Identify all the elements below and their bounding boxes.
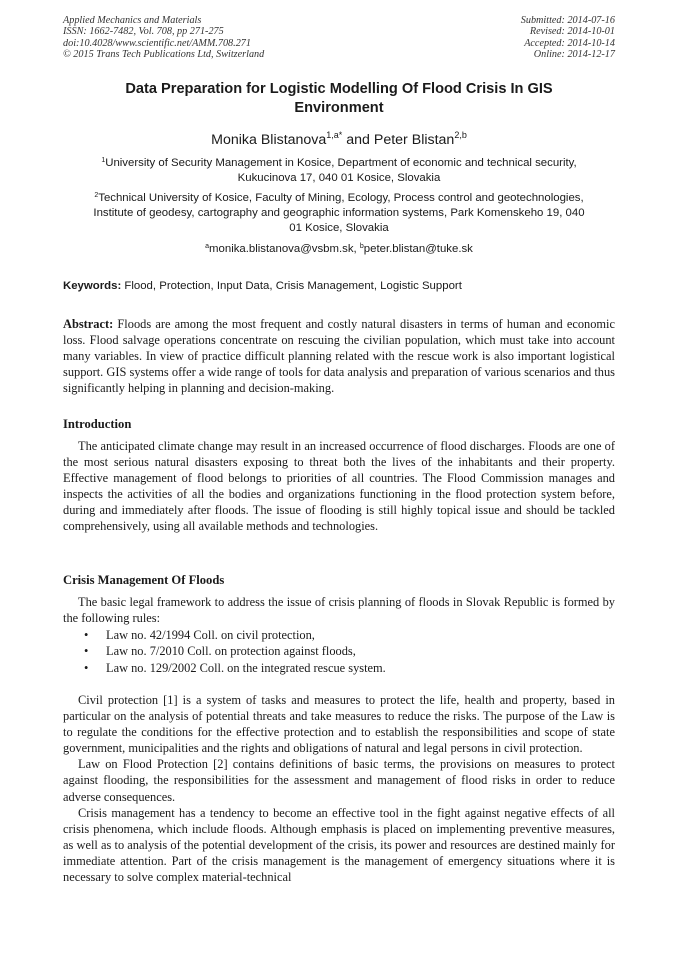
abstract-text: Floods are among the most frequent and costly natural disasters in terms of human and economic loss. Flood salvage operations concentrate on rescuing the civilian population, which must take into account many variables. In view of practice difficult planning related with the rescue work is also important logistical support. GIS systems offer a wide range of tools for data analysis and preparation of various scenarios and thus significantly helping in planning and decision-making. <box>63 317 615 396</box>
keywords-text: Flood, Protection, Input Data, Crisis Management, Logistic Support <box>121 280 462 292</box>
law-item-2: Law no. 7/2010 Coll. on protection against floods, <box>106 644 356 659</box>
date-accepted: Accepted: 2014-10-14 <box>524 37 615 49</box>
list-item <box>84 627 386 643</box>
author-1: Monika Blistanova <box>211 132 327 148</box>
introduction-heading: Introduction <box>63 417 132 431</box>
law-item-1: Law no. 42/1994 Coll. on civil protection, <box>106 628 315 642</box>
aff2-line-3: 01 Kosice, Slovakia <box>289 221 389 234</box>
aff2-line-1: Technical University of Kosice, Faculty of Mining, Ecology, Process control and geotechnologies, <box>98 192 584 204</box>
email-b[interactable]: peter.blistan@tuke.sk <box>363 243 473 255</box>
aff1-marker: 1 <box>101 157 106 164</box>
crisis-heading: Crisis Management Of Floods <box>63 573 225 587</box>
aff2-marker: 2 <box>94 192 99 199</box>
keywords <box>63 279 615 294</box>
date-submitted: Submitted: 2014-07-16 <box>520 15 615 26</box>
author-2-affil: 2,b <box>454 130 467 140</box>
affiliation-2 <box>63 191 615 235</box>
journal-doi[interactable]: doi:10.4028/www.scientific.net/AMM.708.271 <box>63 37 251 49</box>
email-a[interactable]: monika.blistanova@vsbm.sk <box>209 243 354 255</box>
journal-issn: ISSN: 1662-7482, Vol. 708, pp 271-275 <box>63 26 224 38</box>
civil-protection-paragraph: Civil protection [1] is a system of tasks and measures to protect the life, health and property, based in particular on the analysis of potential threats and take measures to reduce the risks. The purpose of the Law is to regulate the conditions for the effective protection and to establish the responsibilities and scope of state government, municipalities and the rights and obligations of natural and legal persons in civil protection. <box>63 693 615 756</box>
paper-title <box>63 80 615 118</box>
aff1-line-2: Kukucinova 17, 040 01 Kosice, Slovakia <box>237 171 441 184</box>
author-and: and <box>342 132 374 148</box>
introduction-paragraph: The anticipated climate change may result in an increased occurrence of flood discharges. Floods are one of the most serious natural disasters exposing to threat both the lives of the inhabitants and their property. Effective management of flood belongs to priorities of all countries. The Flood Commission manages and inspects the activities of all the bodies and organizations functioning in the flood protection system before, during and immediately after floods. The issue of flooding is still highly topical issue and should be tackled comprehensively, using all available methods and technologies. <box>63 439 615 534</box>
journal-header <box>63 15 264 61</box>
email-a-marker: a <box>205 243 210 250</box>
bullet-icon: • <box>84 660 89 675</box>
crisis-intro-paragraph: The basic legal framework to address the issue of crisis planning of floods in Slovak Republic is formed by the following rules: <box>63 595 615 626</box>
date-online: Online: 2014-12-17 <box>533 49 615 61</box>
keywords-label: Keywords: <box>63 280 122 292</box>
bullet-icon: • <box>84 628 89 642</box>
crisis-body <box>63 692 615 885</box>
author-emails <box>63 242 615 257</box>
dates-header <box>521 15 615 61</box>
date-revised: Revised: 2014-10-01 <box>529 26 615 38</box>
email-b-marker: b <box>359 243 364 250</box>
abstract <box>63 316 615 396</box>
law-item-3: Law no. 129/2002 Coll. on the integrated rescue system. <box>106 660 386 675</box>
author-list <box>63 131 615 149</box>
journal-name: Applied Mechanics and Materials <box>63 15 202 26</box>
aff1-line-1: University of Security Management in Kosice, Department of economic and technical security, <box>105 157 577 169</box>
journal-copyright: © 2015 Trans Tech Publications Ltd, Switzerland <box>63 49 265 61</box>
law-list <box>84 627 386 676</box>
aff2-line-2: Institute of geodesy, cartography and geographic information systems, Park Komenskeho 19, 040 <box>93 206 585 219</box>
flood-law-paragraph: Law on Flood Protection [2] contains definitions of basic terms, the provisions on measures to protect against flooding, the responsibilities for the assessment and management of flood risks in order to reduce adverse consequences. <box>63 757 615 804</box>
email-separator: , <box>353 243 360 255</box>
list-item <box>84 660 386 676</box>
title-line-2: Environment <box>294 100 384 116</box>
author-2: Peter Blistan <box>373 132 455 148</box>
list-item <box>84 643 386 659</box>
abstract-label: Abstract: <box>63 317 114 331</box>
bullet-icon: • <box>84 644 89 659</box>
title-line-1: Data Preparation for Logistic Modelling Of Flood Crisis In GIS <box>125 81 553 97</box>
author-1-affil: 1,a* <box>326 130 343 140</box>
crisis-management-paragraph: Crisis management has a tendency to become an effective tool in the fight against negative effects of all crisis phenomena, which include floods. Although emphasis is placed on implementing preventive measures, as well as to analysis of the potential development of the crisis, its power and resources are destined mainly for immediate attention. Part of the crisis management is the management of emergency situations where it is necessary to solve complex material-technical <box>63 805 615 885</box>
affiliation-1 <box>63 156 615 186</box>
introduction-body <box>63 438 615 535</box>
crisis-intro <box>63 594 615 626</box>
